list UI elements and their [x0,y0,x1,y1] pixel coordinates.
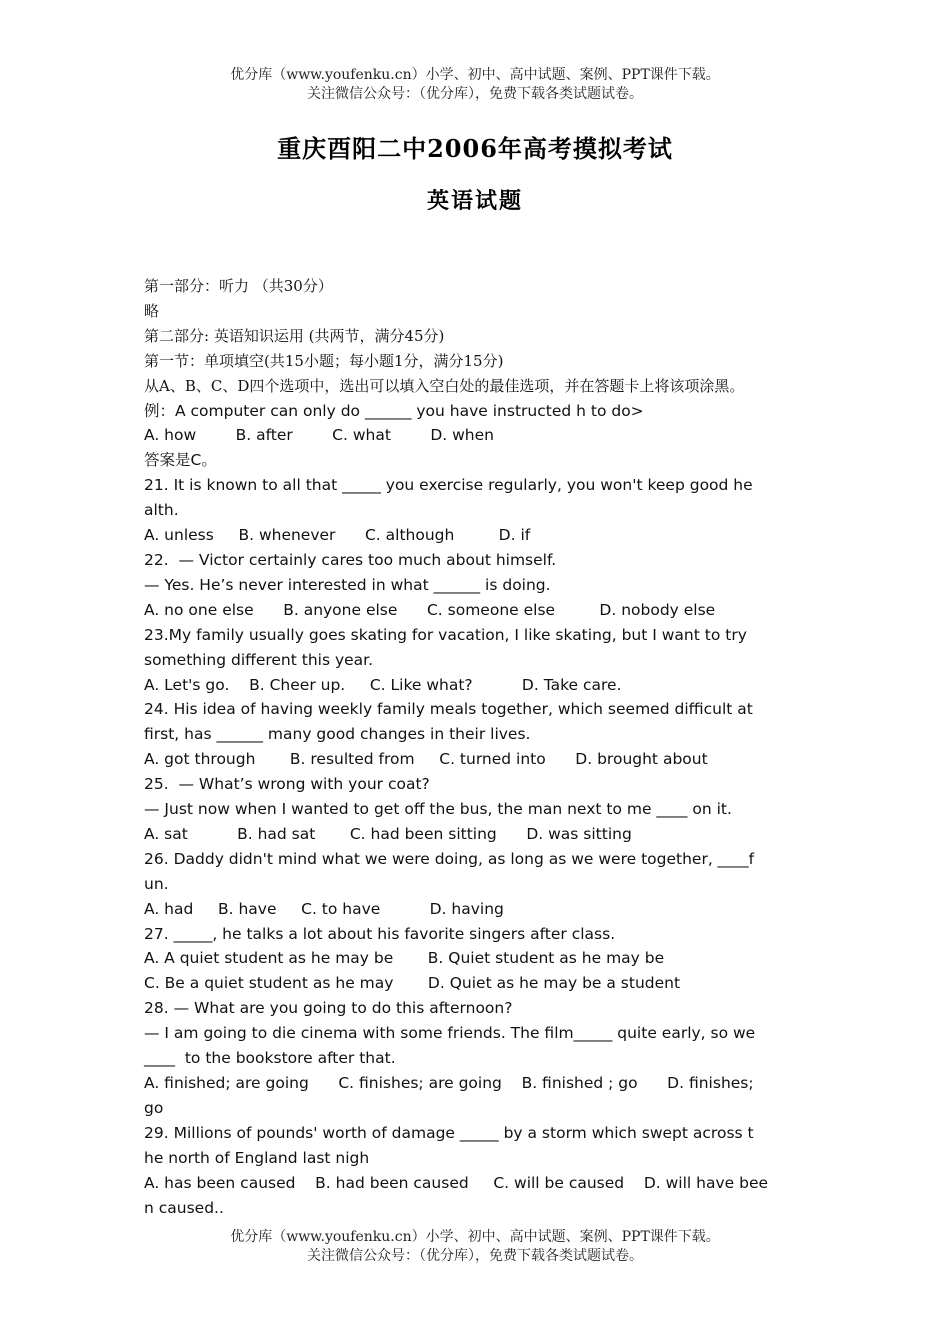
page-subtitle: 英语试题 [426,188,523,214]
answer-options: A. has been caused B. had been caused C. will be caused D. will have bee [144,1173,769,1192]
answer-options: A. unless B. whenever C. although D. if [144,526,531,545]
answer-options: C. Be a quiet student as he may D. Quiet as he may be a student [144,974,681,993]
example-question: 例：A computer can only do ______ you have instructed h to do> [144,401,644,420]
section-heading: 第二部分: 英语知识运用 (共两节，满分45分) [144,326,445,345]
question-26: un. [144,874,169,893]
answer-options: A. sat B. had sat C. had been sitting D. was sitting [144,824,632,843]
answer-options: go [144,1098,164,1117]
body-line: 略 [144,301,160,320]
answer-options: A. no one else B. anyone else C. someone else D. nobody else [144,600,716,619]
question-28: 28. — What are you going to do this afternoon? [144,999,513,1018]
question-25: 25. — What’s wrong with your coat? [144,775,430,794]
answer-options: A. how B. after C. what D. when [144,426,494,445]
answer-options: A. Let's go. B. Cheer up. C. Like what? D. Take care. [144,675,622,694]
question-29: 29. Millions of pounds' worth of damage _____ by a storm which swept across t [144,1123,754,1142]
section-heading: 第一节：单项填空(共15小题；每小题1分，满分15分) [144,351,504,370]
document-body [144,274,809,1220]
question-25: — Just now when I wanted to get off the bus, the man next to me ____ on it. [144,800,732,819]
question-26: 26. Daddy didn't mind what we were doing, as long as we were together, ____f [144,849,755,868]
question-28: — I am going to die cinema with some friends. The film_____ quite early, so we [144,1024,756,1043]
question-28: ____ to the bookstore after that. [144,1049,396,1068]
header-line-2: 关注微信公众号：（优分库），免费下载各类试题试卷。 [307,86,643,102]
question-21: 21. It is known to all that _____ you exercise regularly, you won't keep good he [144,476,753,495]
answer-options: n caused.. [144,1198,224,1217]
instructions: 从A、B、C、D四个选项中，选出可以填入空白处的最佳选项，并在答题卡上将该项涂黑。 [144,376,745,395]
answer-options: A. got through B. resulted from C. turned into D. brought about [144,750,708,769]
question-27: 27. _____, he talks a lot about his favorite singers after class. [144,924,616,943]
question-22: — Yes. He’s never interested in what ______ is doing. [144,575,551,594]
answer-options: A. had B. have C. to have D. having [144,899,504,918]
question-24: 24. His idea of having weekly family meals together, which seemed difficult at [144,700,753,719]
answer-options: A. finished; are going C. finishes; are going B. finished ; go D. finishes; [144,1074,754,1092]
question-23: something different this year. [144,650,374,669]
header-line-1: 优分库（www.youfenku.cn）小学、初中、高中试题、案例、PPT课件下载。 [230,67,720,83]
question-29: he north of England last nigh [144,1148,370,1167]
footer-line-2: 关注微信公众号：（优分库），免费下载各类试题试卷。 [307,1248,643,1264]
question-21: alth. [144,501,179,520]
example-answer: 答案是C。 [144,451,217,470]
footer-line-1: 优分库（www.youfenku.cn）小学、初中、高中试题、案例、PPT课件下载。 [230,1229,720,1245]
question-22: 22. — Victor certainly cares too much about himself. [144,550,557,569]
question-24: first, has ______ many good changes in their lives. [144,725,531,744]
section-heading: 第一部分：听力 （共30分） [144,277,333,295]
answer-options: A. A quiet student as he may be B. Quiet student as he may be [144,949,665,968]
question-23: 23.My family usually goes skating for vacation, I like skating, but I want to try [144,625,747,644]
page-title: 重庆酉阳二中2006年高考摸拟考试 [277,134,673,163]
